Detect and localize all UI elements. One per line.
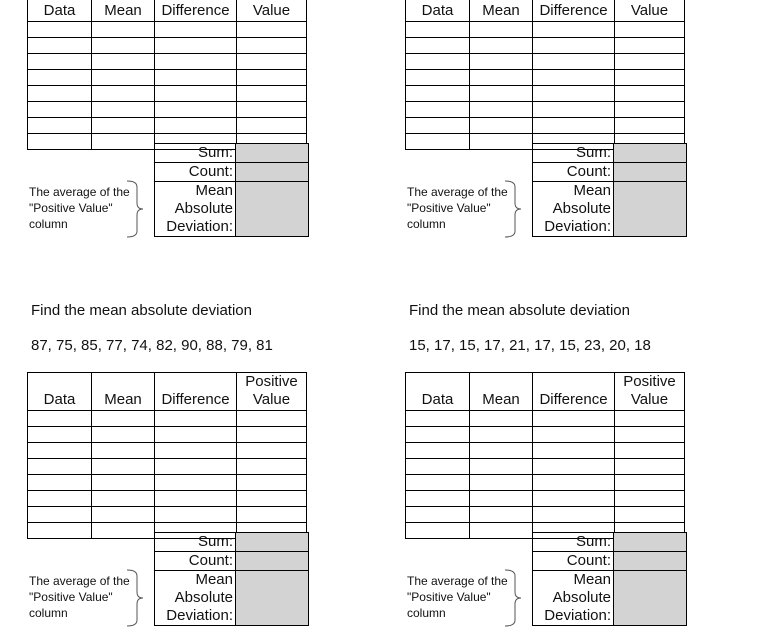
answer-cell[interactable] [237, 411, 307, 427]
mad-row [155, 182, 309, 237]
sum-cell[interactable] [614, 144, 687, 163]
answer-cell[interactable] [28, 523, 92, 539]
table-body [406, 22, 685, 150]
sum-row [155, 144, 309, 163]
answer-cell[interactable] [406, 507, 470, 523]
answer-cell[interactable] [470, 134, 533, 150]
problem-2-data: 15, 17, 15, 17, 21, 17, 15, 23, 20, 18 [409, 337, 651, 354]
answer-cell[interactable] [92, 134, 155, 150]
header-mean: Mean [92, 373, 155, 411]
answer-cell[interactable] [237, 507, 307, 523]
count-cell[interactable] [614, 163, 687, 182]
mad-label-line2: Absolute [552, 589, 611, 606]
answer-cell[interactable] [615, 54, 685, 70]
header-positive-line1: Positive [623, 373, 676, 390]
answer-cell[interactable] [533, 38, 615, 54]
answer-cell[interactable] [470, 523, 533, 539]
note-line3: column [29, 217, 68, 231]
mad-label-line2: Absolute [174, 200, 233, 217]
table-row [28, 102, 307, 118]
answer-cell[interactable] [28, 134, 92, 150]
sum-cell[interactable] [236, 144, 309, 163]
answer-cell[interactable] [28, 411, 92, 427]
answer-cell[interactable] [470, 507, 533, 523]
mad-label-line3: Deviation: [544, 218, 611, 235]
answer-cell[interactable] [470, 70, 533, 86]
problem-1-data: 87, 75, 85, 77, 74, 82, 90, 88, 79, 81 [31, 337, 273, 354]
note-line3: column [407, 606, 446, 620]
header-mean: Mean [470, 0, 533, 22]
table-header-row [406, 373, 685, 411]
table-header-row [28, 373, 307, 411]
header-difference: Difference [155, 0, 237, 22]
answer-cell[interactable] [155, 507, 237, 523]
answer-cell[interactable] [237, 475, 307, 491]
table-row [406, 443, 685, 459]
header-difference: Difference [533, 373, 615, 411]
answer-cell[interactable] [533, 54, 615, 70]
answer-cell[interactable] [533, 411, 615, 427]
sum-cell[interactable] [614, 533, 687, 552]
answer-cell[interactable] [615, 491, 685, 507]
count-cell[interactable] [236, 552, 309, 571]
answer-cell[interactable] [615, 507, 685, 523]
answer-cell[interactable] [406, 86, 470, 102]
answer-cell[interactable] [155, 491, 237, 507]
header-mean: Mean [470, 373, 533, 411]
answer-cell[interactable] [28, 86, 92, 102]
table-row [406, 22, 685, 38]
table-row [406, 118, 685, 134]
mad-label-line1: Mean [573, 571, 611, 588]
count-row [533, 552, 687, 571]
answer-cell[interactable] [406, 411, 470, 427]
answer-cell[interactable] [470, 22, 533, 38]
brace-icon [503, 568, 523, 628]
answer-cell[interactable] [470, 54, 533, 70]
summary-table [532, 532, 687, 626]
answer-cell[interactable] [92, 411, 155, 427]
answer-cell[interactable] [615, 38, 685, 54]
answer-cell[interactable] [155, 54, 237, 70]
answer-cell[interactable] [28, 38, 92, 54]
answer-cell[interactable] [28, 22, 92, 38]
answer-cell[interactable] [92, 22, 155, 38]
header-positive-line2: Value [252, 2, 291, 19]
answer-cell[interactable] [237, 427, 307, 443]
header-data: Data [28, 0, 92, 22]
table-row [28, 118, 307, 134]
answer-cell[interactable] [92, 443, 155, 459]
sum-label: Sum: [155, 144, 236, 163]
mad-label [155, 571, 236, 626]
table-row [406, 459, 685, 475]
answer-cell[interactable] [406, 70, 470, 86]
mad-row [533, 571, 687, 626]
table-row [406, 491, 685, 507]
note-line3: column [29, 606, 68, 620]
answer-cell[interactable] [406, 443, 470, 459]
header-positive-line1 [623, 0, 676, 1]
answer-cell[interactable] [533, 86, 615, 102]
answer-cell[interactable] [615, 118, 685, 134]
table-row [406, 54, 685, 70]
table-row [406, 427, 685, 443]
answer-cell[interactable] [28, 54, 92, 70]
answer-cell[interactable] [155, 38, 237, 54]
worksheet-table [27, 372, 307, 539]
sum-cell[interactable] [236, 533, 309, 552]
table-row [28, 411, 307, 427]
answer-cell[interactable] [155, 427, 237, 443]
answer-cell[interactable] [406, 523, 470, 539]
answer-cell[interactable] [615, 411, 685, 427]
mad-label-line1: Mean [573, 182, 611, 199]
answer-cell[interactable] [470, 459, 533, 475]
answer-cell[interactable] [92, 475, 155, 491]
answer-cell[interactable] [237, 22, 307, 38]
answer-cell[interactable] [92, 86, 155, 102]
answer-cell[interactable] [92, 427, 155, 443]
table-row [406, 70, 685, 86]
note-line1: The average of the [407, 185, 508, 199]
answer-cell[interactable] [237, 70, 307, 86]
answer-cell[interactable] [28, 507, 92, 523]
answer-cell[interactable] [533, 118, 615, 134]
answer-cell[interactable] [533, 507, 615, 523]
answer-cell[interactable] [406, 475, 470, 491]
count-row [155, 163, 309, 182]
answer-cell[interactable] [237, 459, 307, 475]
header-difference: Difference [155, 373, 237, 411]
table-row [28, 459, 307, 475]
header-positive-line1: Positive [245, 373, 298, 390]
note-line2: "Positive Value" [407, 590, 491, 604]
answer-cell[interactable] [237, 443, 307, 459]
note-line1: The average of the [407, 574, 508, 588]
answer-cell[interactable] [533, 475, 615, 491]
answer-cell[interactable] [533, 70, 615, 86]
brace-icon [125, 568, 145, 628]
count-row [533, 163, 687, 182]
table-row [406, 38, 685, 54]
summary-table [532, 143, 687, 237]
answer-cell[interactable] [615, 70, 685, 86]
mad-label-line2: Absolute [174, 589, 233, 606]
answer-cell[interactable] [92, 102, 155, 118]
count-label: Count: [533, 163, 614, 182]
answer-cell[interactable] [28, 427, 92, 443]
answer-cell[interactable] [406, 118, 470, 134]
table-body [28, 22, 307, 150]
answer-cell[interactable] [470, 102, 533, 118]
answer-cell[interactable] [470, 411, 533, 427]
mad-label-line3: Deviation: [166, 607, 233, 624]
worksheet-top-left [27, 0, 347, 243]
note-line3: column [407, 217, 446, 231]
header-positive-value [237, 0, 307, 22]
worksheet-top-right [405, 0, 725, 243]
problem-2-instruction: Find the mean absolute deviation [409, 302, 630, 319]
answer-cell[interactable] [406, 54, 470, 70]
worksheet-table [405, 372, 685, 539]
answer-cell[interactable] [533, 22, 615, 38]
mad-label-line1: Mean [195, 571, 233, 588]
answer-cell[interactable] [155, 475, 237, 491]
sum-label: Sum: [155, 533, 236, 552]
answer-cell[interactable] [155, 22, 237, 38]
mad-label-line3: Deviation: [544, 607, 611, 624]
answer-cell[interactable] [470, 475, 533, 491]
table-row [406, 507, 685, 523]
answer-cell[interactable] [92, 523, 155, 539]
table-row [406, 86, 685, 102]
answer-cell[interactable] [28, 459, 92, 475]
answer-cell[interactable] [92, 459, 155, 475]
answer-cell[interactable] [615, 443, 685, 459]
sum-label: Sum: [533, 144, 614, 163]
mad-label [533, 571, 614, 626]
worksheet-table [405, 0, 685, 150]
answer-cell[interactable] [533, 491, 615, 507]
answer-cell[interactable] [237, 54, 307, 70]
answer-cell[interactable] [533, 443, 615, 459]
sum-row [533, 144, 687, 163]
count-label: Count: [155, 163, 236, 182]
answer-cell[interactable] [155, 86, 237, 102]
answer-cell[interactable] [155, 102, 237, 118]
answer-cell[interactable] [92, 491, 155, 507]
answer-cell[interactable] [237, 86, 307, 102]
table-row [28, 491, 307, 507]
table-row [406, 102, 685, 118]
mad-label-line2: Absolute [552, 200, 611, 217]
sum-row [155, 533, 309, 552]
answer-cell[interactable] [533, 427, 615, 443]
problem-1-instruction: Find the mean absolute deviation [31, 302, 252, 319]
answer-cell[interactable] [615, 475, 685, 491]
count-row [155, 552, 309, 571]
answer-cell[interactable] [406, 22, 470, 38]
header-mean: Mean [92, 0, 155, 22]
mad-cell[interactable] [236, 571, 309, 626]
answer-cell[interactable] [28, 475, 92, 491]
sum-row [533, 533, 687, 552]
answer-cell[interactable] [155, 411, 237, 427]
answer-cell[interactable] [237, 102, 307, 118]
table-header-row [28, 0, 307, 22]
note-line2: "Positive Value" [29, 590, 113, 604]
count-label: Count: [533, 552, 614, 571]
answer-cell[interactable] [92, 38, 155, 54]
answer-cell[interactable] [615, 459, 685, 475]
answer-cell[interactable] [406, 38, 470, 54]
table-row [28, 443, 307, 459]
answer-cell[interactable] [155, 118, 237, 134]
answer-cell[interactable] [28, 443, 92, 459]
answer-cell[interactable] [470, 86, 533, 102]
table-row [406, 475, 685, 491]
header-positive-line2: Value [630, 2, 669, 19]
answer-cell[interactable] [237, 38, 307, 54]
answer-cell[interactable] [470, 427, 533, 443]
table-row [28, 38, 307, 54]
answer-cell[interactable] [533, 459, 615, 475]
answer-cell[interactable] [406, 134, 470, 150]
table-row [28, 427, 307, 443]
summary-table [154, 143, 309, 237]
answer-cell[interactable] [28, 102, 92, 118]
mad-label-line3: Deviation: [166, 218, 233, 235]
answer-cell[interactable] [470, 38, 533, 54]
answer-cell[interactable] [28, 70, 92, 86]
answer-cell[interactable] [92, 507, 155, 523]
worksheet-table [27, 0, 307, 150]
answer-cell[interactable] [92, 54, 155, 70]
header-positive-value [615, 0, 685, 22]
header-difference: Difference [533, 0, 615, 22]
header-positive-line2: Value [630, 391, 669, 408]
answer-cell[interactable] [406, 491, 470, 507]
answer-cell[interactable] [470, 118, 533, 134]
answer-cell[interactable] [470, 491, 533, 507]
table-row [28, 22, 307, 38]
count-cell[interactable] [236, 163, 309, 182]
answer-cell[interactable] [470, 443, 533, 459]
table-row [406, 411, 685, 427]
header-data: Data [28, 373, 92, 411]
mad-label [533, 182, 614, 237]
table-body [28, 411, 307, 539]
answer-cell[interactable] [237, 118, 307, 134]
worksheet-bottom-left [27, 372, 347, 632]
answer-cell[interactable] [615, 86, 685, 102]
answer-cell[interactable] [92, 70, 155, 86]
header-data: Data [406, 373, 470, 411]
table-row [28, 507, 307, 523]
count-label: Count: [155, 552, 236, 571]
brace-icon [125, 179, 145, 239]
table-body [406, 411, 685, 539]
header-positive-value [237, 373, 307, 411]
count-cell[interactable] [614, 552, 687, 571]
answer-cell[interactable] [615, 427, 685, 443]
mad-row [155, 571, 309, 626]
mad-label-line1: Mean [195, 182, 233, 199]
header-positive-value [615, 373, 685, 411]
mad-cell[interactable] [614, 571, 687, 626]
answer-cell[interactable] [406, 427, 470, 443]
answer-cell[interactable] [406, 459, 470, 475]
answer-cell[interactable] [237, 491, 307, 507]
answer-cell[interactable] [533, 102, 615, 118]
mad-cell[interactable] [236, 182, 309, 237]
table-row [28, 70, 307, 86]
mad-row [533, 182, 687, 237]
brace-icon [503, 179, 523, 239]
table-row [28, 86, 307, 102]
answer-cell[interactable] [92, 118, 155, 134]
answer-cell[interactable] [155, 70, 237, 86]
summary-table [154, 532, 309, 626]
worksheet-bottom-right [405, 372, 725, 632]
answer-cell[interactable] [28, 491, 92, 507]
mad-cell[interactable] [614, 182, 687, 237]
header-data: Data [406, 0, 470, 22]
answer-cell[interactable] [155, 443, 237, 459]
mad-label [155, 182, 236, 237]
answer-cell[interactable] [28, 118, 92, 134]
note-line1: The average of the [29, 185, 130, 199]
table-row [28, 54, 307, 70]
table-header-row [406, 0, 685, 22]
answer-cell[interactable] [615, 102, 685, 118]
sum-label: Sum: [533, 533, 614, 552]
table-row [28, 475, 307, 491]
header-positive-line1 [245, 0, 298, 1]
header-positive-line2: Value [252, 391, 291, 408]
answer-cell[interactable] [406, 102, 470, 118]
answer-cell[interactable] [155, 459, 237, 475]
note-line2: "Positive Value" [29, 201, 113, 215]
note-line1: The average of the [29, 574, 130, 588]
answer-cell[interactable] [615, 22, 685, 38]
note-line2: "Positive Value" [407, 201, 491, 215]
